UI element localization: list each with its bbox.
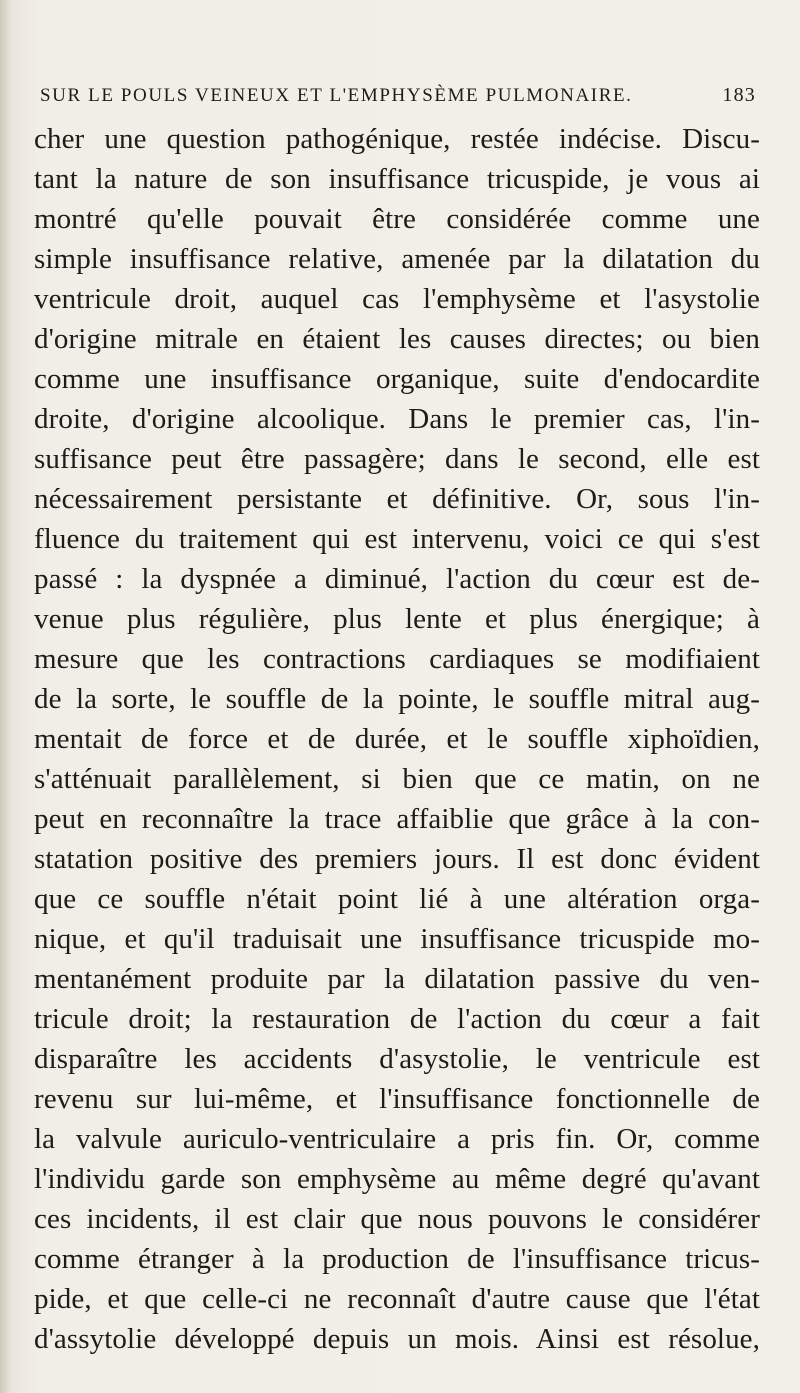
body-text — [34, 119, 760, 1359]
text-line: suffisance peut être passagère; dans le second, elle est — [34, 443, 760, 475]
text-line: droite, d'origine alcoolique. Dans le premier cas, l'in- — [34, 403, 760, 435]
text-line: comme étranger à la production de l'insuffisance tricus- — [34, 1243, 760, 1275]
text-line: d'assytolie développé depuis un mois. Ainsi est résolue, — [34, 1323, 760, 1355]
text-line: ventricule droit, auquel cas l'emphysème et l'asystolie — [34, 283, 760, 315]
text-line: disparaître les accidents d'asystolie, le ventricule est — [34, 1043, 760, 1075]
text-line: comme une insuffisance organique, suite d'endocardite — [34, 363, 760, 395]
text-line: fluence du traitement qui est intervenu, voici ce qui s'est — [34, 523, 760, 555]
text-line: de la sorte, le souffle de la pointe, le souffle mitral aug- — [34, 683, 760, 715]
text-line: ces incidents, il est clair que nous pouvons le considérer — [34, 1203, 760, 1235]
text-line: venue plus régulière, plus lente et plus énergique; à — [34, 603, 760, 635]
text-line: s'atténuait parallèlement, si bien que ce matin, on ne — [34, 763, 760, 795]
page-gutter-shadow — [0, 0, 10, 1393]
text-line: que ce souffle n'était point lié à une altération orga- — [34, 883, 760, 915]
text-line: passé : la dyspnée a diminué, l'action du cœur est de- — [34, 563, 760, 595]
text-line: mentait de force et de durée, et le souffle xiphoïdien, — [34, 723, 760, 755]
text-line: revenu sur lui-même, et l'insuffisance fonctionnelle de — [34, 1083, 760, 1115]
text-line: simple insuffisance relative, amenée par la dilatation du — [34, 243, 760, 275]
text-line: la valvule auriculo-ventriculaire a pris fin. Or, comme — [34, 1123, 760, 1155]
text-line: nique, et qu'il traduisait une insuffisance tricuspide mo- — [34, 923, 760, 955]
text-line: nécessairement persistante et définitive. Or, sous l'in- — [34, 483, 760, 515]
running-head — [40, 84, 756, 118]
text-line: mesure que les contractions cardiaques se modifiaient — [34, 643, 760, 675]
text-line: tant la nature de son insuffisance tricuspide, je vous ai — [34, 163, 760, 195]
text-line: montré qu'elle pouvait être considérée comme une — [34, 203, 760, 235]
text-line: cher une question pathogénique, restée indécise. Discu- — [34, 123, 760, 155]
page-number: 183 — [722, 84, 756, 106]
text-line: statation positive des premiers jours. Il est donc évident — [34, 843, 760, 875]
text-line: pide, et que celle-ci ne reconnaît d'autre cause que l'état — [34, 1283, 760, 1315]
text-line: peut en reconnaître la trace affaiblie que grâce à la con- — [34, 803, 760, 835]
text-line: tricule droit; la restauration de l'action du cœur a fait — [34, 1003, 760, 1035]
text-line: d'origine mitrale en étaient les causes directes; ou bien — [34, 323, 760, 355]
running-head-title: SUR LE POULS VEINEUX ET L'EMPHYSÈME PULMONAIRE. — [40, 85, 633, 106]
text-line: l'individu garde son emphysème au même degré qu'avant — [34, 1163, 760, 1195]
text-line: mentanément produite par la dilatation passive du ven- — [34, 963, 760, 995]
